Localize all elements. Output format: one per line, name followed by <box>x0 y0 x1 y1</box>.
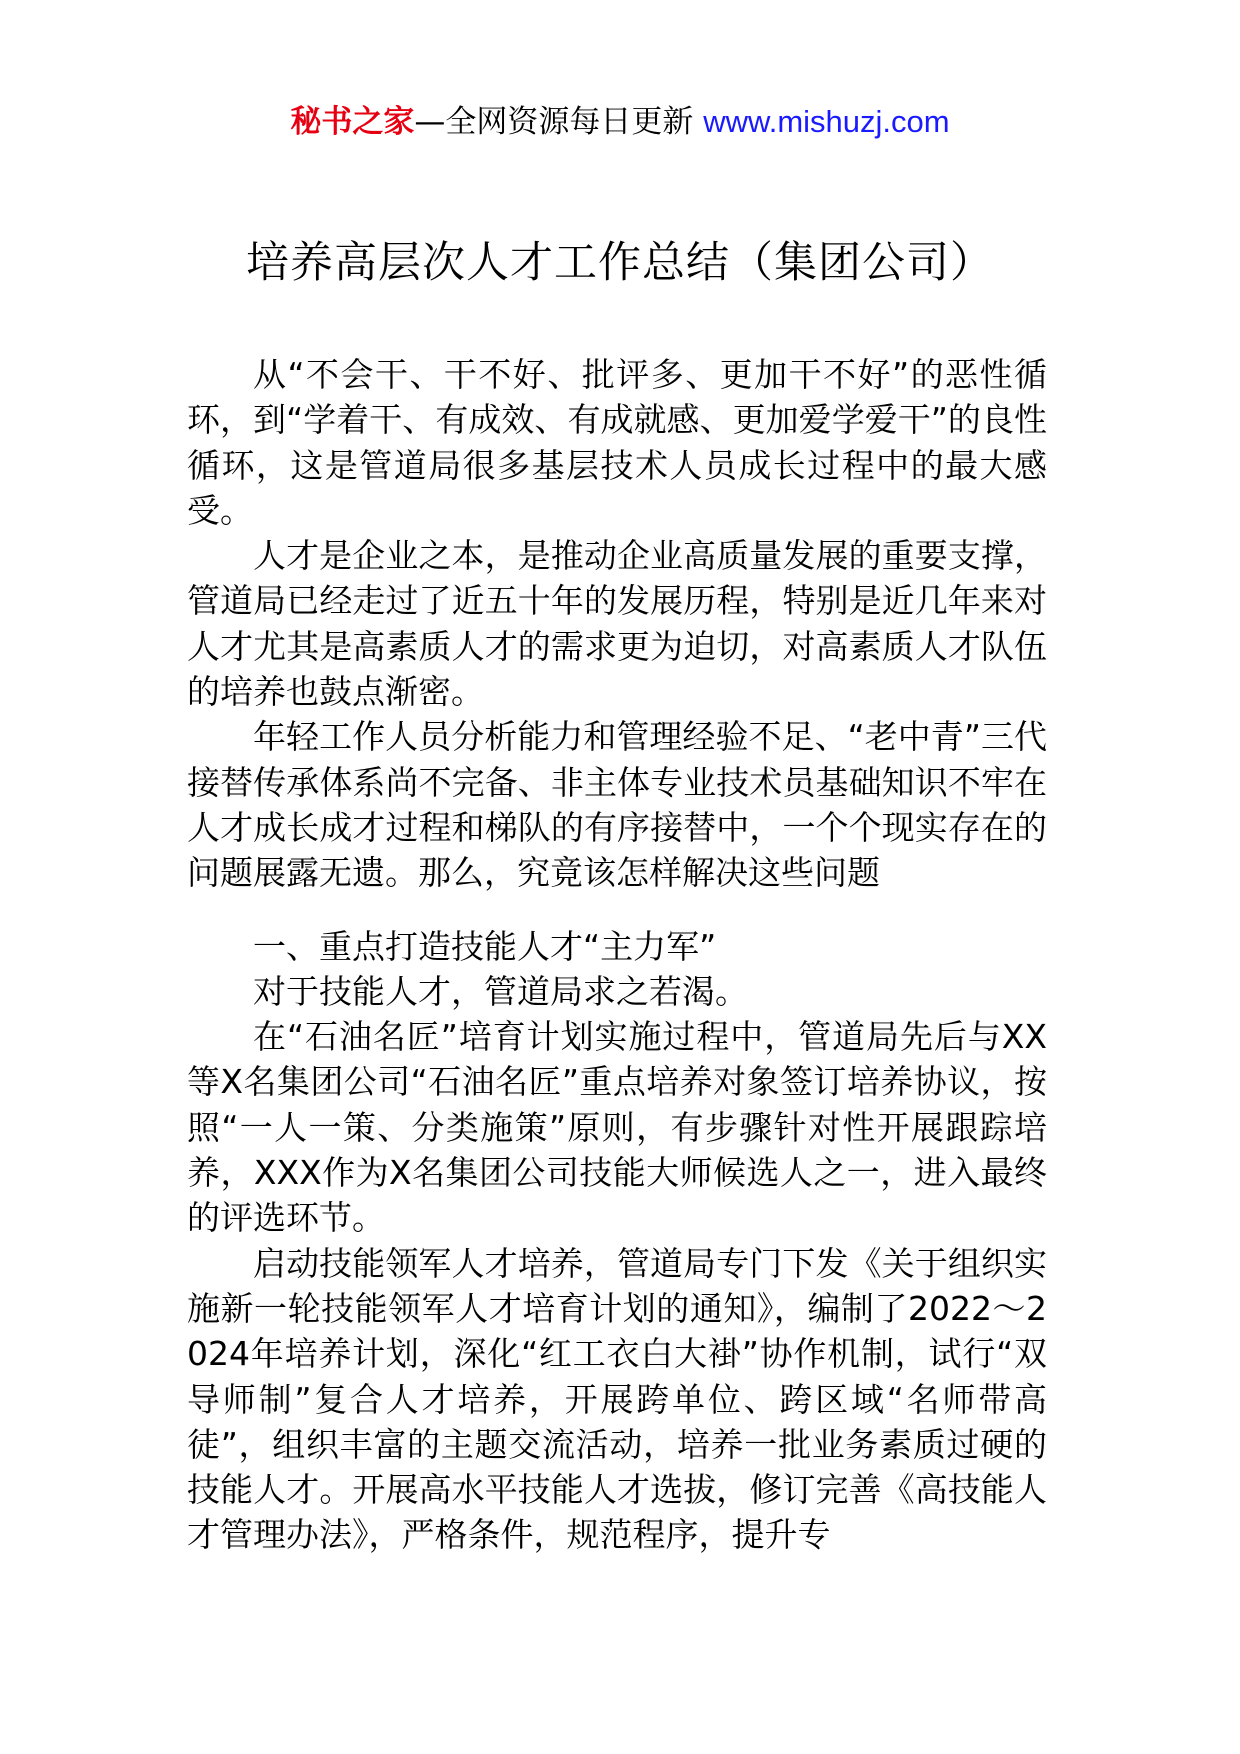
document-body <box>187 352 1047 1558</box>
section-1-paragraph-1: 对于技能人才，管道局求之若渴。 <box>253 971 748 1011</box>
intro-paragraph-3: 年轻工作人员分析能力和管理经验不足、“老中青”三代接替传承体系尚不完备、非主体专业技术员基础知识不牢在人才成长成才过程和梯队的有序接替中，一个个现实存在的问题展露无遗。那么，究竟该怎样解决这些问题 <box>187 717 1047 893</box>
section-1-heading: 一、重点打造技能人才“主力军” <box>253 926 717 966</box>
section-1-paragraph-2: 在“石油名匠”培育计划实施过程中，管道局先后与XX等X名集团公司“石油名匠”重点培养对象签订培养协议，按照“一人一策、分类施策”原则，有步骤针对性开展跟踪培养，XXX作为X名集团公司技能大师候选人之一，进入最终的评选环节。 <box>187 1017 1047 1238</box>
site-header <box>0 100 1240 144</box>
intro-paragraph-1: 从“不会干、干不好、批评多、更加干不好”的恶性循环，到“学着干、有成效、有成就感、更加爱学爱干”的良性循环，这是管道局很多基层技术人员成长过程中的最大感受。 <box>187 355 1047 530</box>
document-title: 培养高层次人才工作总结（集团公司） <box>246 238 994 288</box>
brand-name: 秘书之家 <box>290 104 415 140</box>
header-tagline: —全网资源每日更新 <box>414 104 704 140</box>
site-url-link[interactable]: www.mishuzj.com <box>703 104 950 139</box>
intro-paragraph-2: 人才是企业之本，是推动企业高质量发展的重要支撑，管道局已经走过了近五十年的发展历程，特别是近几年来对人才尤其是高素质人才的需求更为迫切，对高素质人才队伍的培养也鼓点渐密。 <box>187 536 1047 712</box>
section-1-paragraph-3: 启动技能领军人才培养，管道局专门下发《关于组织实施新一轮技能领军人才培育计划的通知》，编制了2022～2024年培养计划，深化“红工衣白大褂”协作机制，试行“双导师制”复合人才培养，开展跨单位、跨区域“名师带高徒”，组织丰富的主题交流活动，培养一批业务素质过硬的技能人才。开展高水平技能人才选拔，修订完善《高技能人才管理办法》，严格条件，规范程序，提升专 <box>187 1243 1047 1555</box>
